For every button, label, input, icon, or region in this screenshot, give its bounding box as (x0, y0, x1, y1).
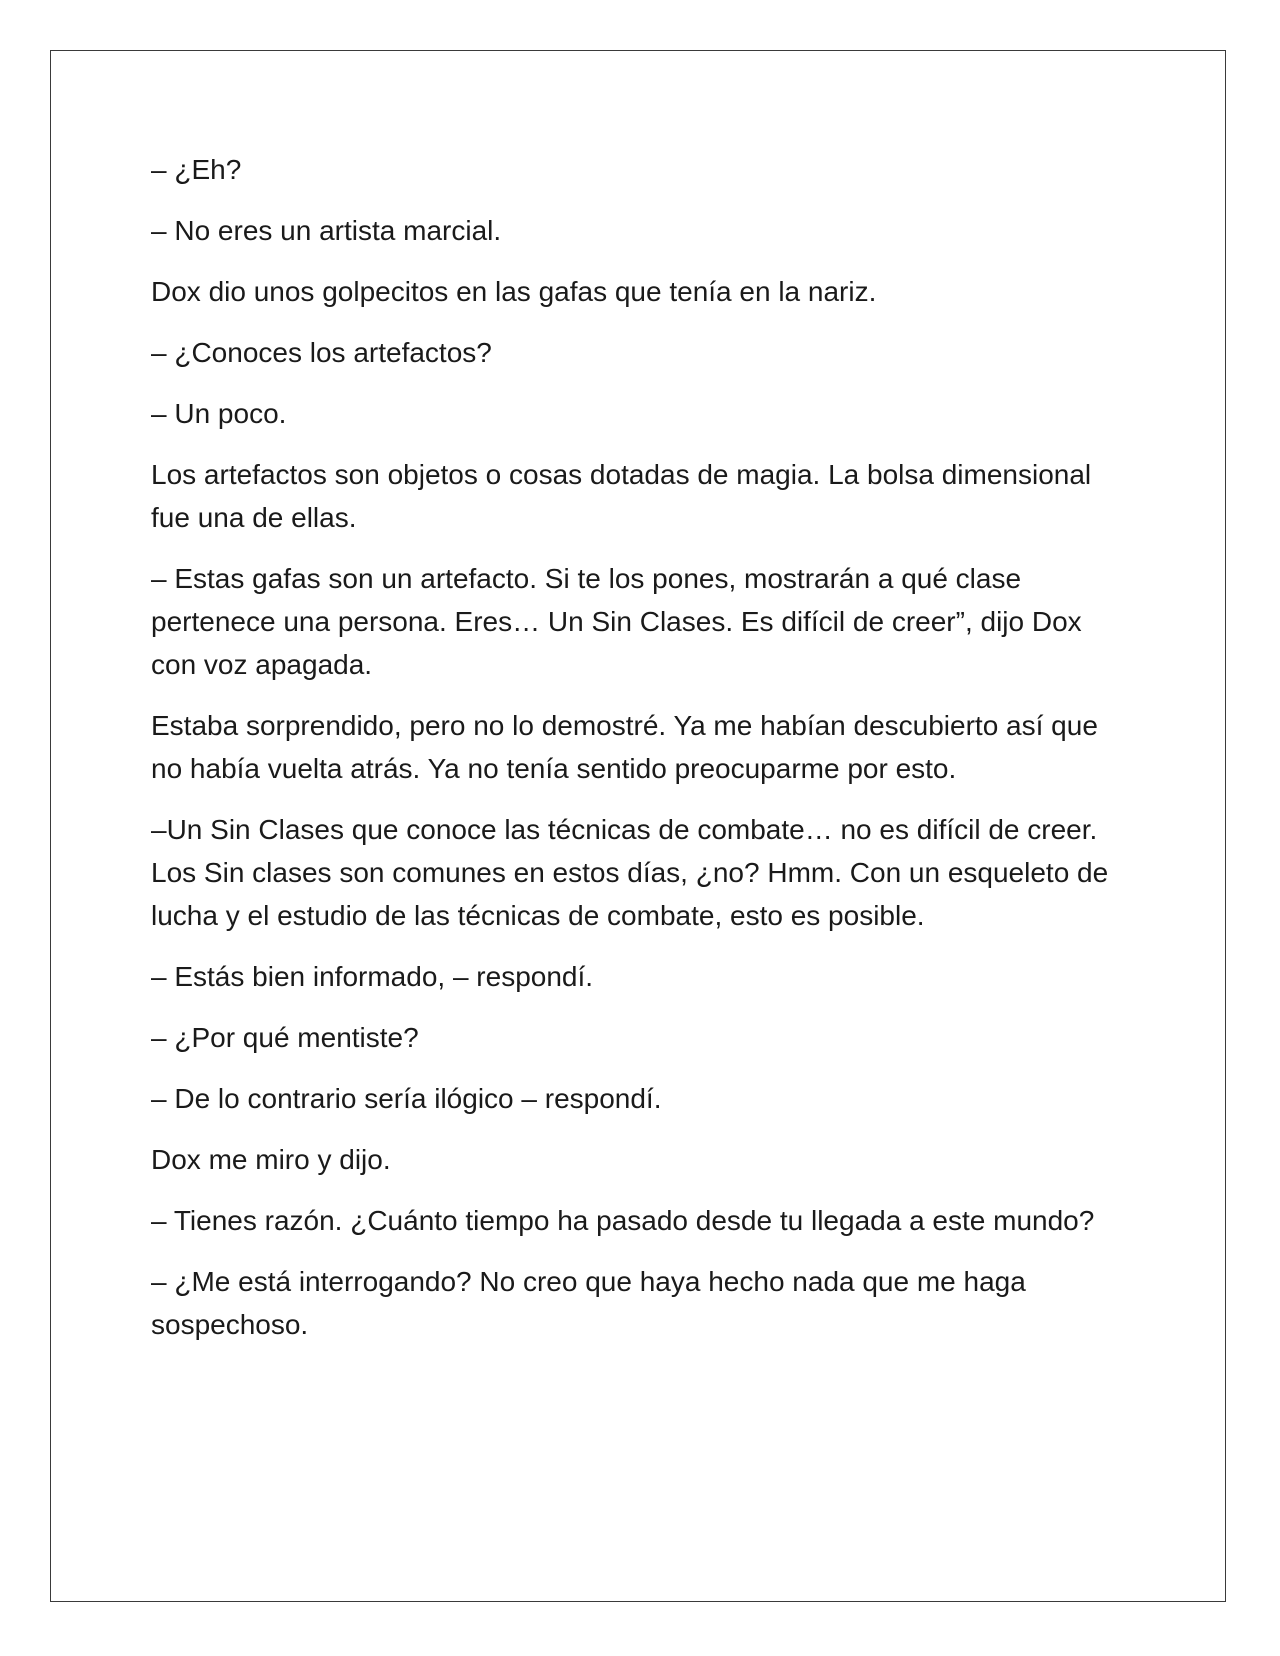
paragraph: – Estás bien informado, – respondí. (151, 961, 594, 992)
paragraph: – ¿Me está interrogando? No creo que haya hecho nada que me haga sospechoso. (151, 1266, 1026, 1340)
paragraph: – Estas gafas son un artefacto. Si te los pones, mostrarán a qué clase pertenece una persona. Eres… Un Sin Clases. Es difícil de creer”, dijo Dox con voz apagada. (151, 563, 1082, 680)
paragraph: Los artefactos son objetos o cosas dotadas de magia. La bolsa dimensional fue una de ellas. (151, 459, 1092, 533)
paragraph: – Un poco. (151, 398, 287, 429)
paragraph: – ¿Por qué mentiste? (151, 1022, 419, 1053)
paragraph: Dox dio unos golpecitos en las gafas que tenía en la nariz. (151, 276, 877, 307)
paragraph: Dox me miro y dijo. (151, 1144, 391, 1175)
paragraph: – De lo contrario sería ilógico – respondí. (151, 1083, 662, 1114)
paragraph: – Tienes razón. ¿Cuánto tiempo ha pasado desde tu llegada a este mundo? (151, 1205, 1095, 1236)
paragraph: – ¿Eh? (151, 154, 242, 185)
paragraph: – ¿Conoces los artefactos? (151, 337, 492, 368)
document-body (151, 148, 1131, 1364)
paragraph: –Un Sin Clases que conoce las técnicas de combate… no es difícil de creer. Los Sin clases son comunes en estos días, ¿no? Hmm. Con un esqueleto de lucha y el estudio de las técnicas de combate, esto es posible. (151, 814, 1109, 931)
paragraph: Estaba sorprendido, pero no lo demostré. Ya me habían descubierto así que no había vuelta atrás. Ya no tenía sentido preocuparme por esto. (151, 710, 1098, 784)
paragraph: – No eres un artista marcial. (151, 215, 502, 246)
